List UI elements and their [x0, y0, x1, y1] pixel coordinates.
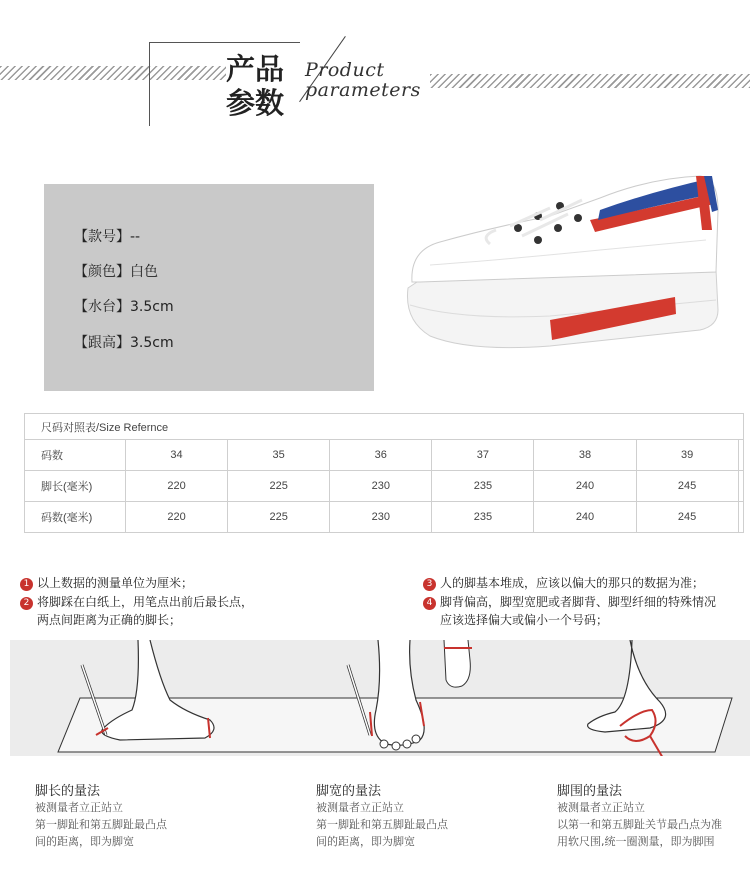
- note-text: 脚背偏高，脚型宽肥或者脚背、脚型纤细的特殊情况: [440, 595, 717, 609]
- table-cell: 39: [636, 440, 738, 471]
- foot-measurement-illustration: [10, 640, 750, 756]
- header-title-en-line2: parameters: [305, 79, 421, 101]
- table-cell: 35: [228, 440, 330, 471]
- table-row: [25, 502, 744, 533]
- note-2: [20, 593, 253, 611]
- caption-length-line: 第一脚趾和第五脚趾最凸点: [35, 818, 167, 831]
- caption-width-title: 脚宽的量法: [316, 784, 382, 799]
- note-4-cont: 应该选择偏大或偏小一个号码；: [440, 613, 609, 627]
- caption-length-line: 间的距离，即为脚宽: [35, 835, 134, 848]
- table-cell: 245: [636, 502, 738, 533]
- shoe-product-image: [400, 170, 730, 360]
- table-cell: [738, 471, 743, 502]
- row-label: 码数: [25, 440, 126, 471]
- table-cell: [738, 502, 743, 533]
- table-cell: 37: [432, 440, 534, 471]
- caption-width-line: 间的距离，即为脚宽: [316, 835, 415, 848]
- table-cell: 230: [330, 502, 432, 533]
- table-cell: 34: [126, 440, 228, 471]
- param-value: 3.5cm: [130, 335, 174, 351]
- product-params-panel: [44, 184, 374, 391]
- param-label: 【款号】: [74, 229, 130, 245]
- table-cell: 225: [228, 471, 330, 502]
- header-title-cn-line1: 产品: [226, 52, 285, 86]
- table-cell: 230: [330, 471, 432, 502]
- number-badge: 1: [20, 578, 33, 591]
- number-badge: 4: [423, 597, 436, 610]
- table-row: [25, 440, 744, 471]
- param-label: 【颜色】: [74, 264, 130, 280]
- table-cell: 235: [432, 502, 534, 533]
- size-table-title: 尺码对照表/Size Refernce: [25, 414, 744, 440]
- note-text: 人的脚基本堆成，应该以偏大的那只的数据为准；: [440, 576, 705, 590]
- caption-width-line: 第一脚趾和第五脚趾最凸点: [316, 818, 448, 831]
- param-label: 【跟高】: [74, 335, 130, 351]
- param-value: --: [130, 229, 141, 245]
- table-cell: 38: [534, 440, 636, 471]
- param-row-color: [74, 261, 158, 281]
- header-hatch-right: [430, 74, 750, 88]
- note-text: 以上数据的测量单位为厘米；: [37, 576, 194, 590]
- header-title-en-line1: Product: [305, 59, 385, 81]
- number-badge: 3: [423, 578, 436, 591]
- table-cell: 36: [330, 440, 432, 471]
- header-title-cn: [226, 52, 284, 120]
- table-cell: [738, 440, 743, 471]
- caption-length-line: 被测量者立正站立: [35, 801, 123, 814]
- table-row: [25, 471, 744, 502]
- table-cell: 235: [432, 471, 534, 502]
- caption-length-title: 脚长的量法: [35, 784, 101, 799]
- param-row-platform: [74, 296, 174, 316]
- caption-girth-line: 用软尺围,统一圈测量，即为脚围: [557, 835, 715, 848]
- param-value: 3.5cm: [130, 299, 174, 315]
- row-label: 码数(毫米): [25, 502, 126, 533]
- caption-girth-line: 以第一和第五脚趾关节最凸点为准: [557, 818, 722, 831]
- caption-girth-line: 被测量者立正站立: [557, 801, 645, 814]
- param-row-style: [74, 226, 140, 246]
- param-row-heel: [74, 332, 174, 352]
- note-2-cont: 两点间距离为正确的脚长；: [37, 613, 182, 627]
- header-title-en: [305, 60, 421, 100]
- caption-girth-title: 脚围的量法: [557, 784, 623, 799]
- note-3: [423, 574, 704, 592]
- row-label: 脚长(毫米): [25, 471, 126, 502]
- header-title-cn-line2: 参数: [226, 86, 285, 120]
- table-cell: 225: [228, 502, 330, 533]
- size-table-title-row: [25, 414, 744, 440]
- number-badge: 2: [20, 597, 33, 610]
- caption-width-line: 被测量者立正站立: [316, 801, 404, 814]
- table-cell: 240: [534, 471, 636, 502]
- table-cell: 240: [534, 502, 636, 533]
- param-value: 白色: [130, 264, 158, 280]
- size-reference-table: [24, 413, 744, 533]
- table-cell: 245: [636, 471, 738, 502]
- note-4: [423, 593, 716, 611]
- param-label: 【水台】: [74, 299, 130, 315]
- note-text: 将脚踩在白纸上，用笔点出前后最长点，: [37, 595, 254, 609]
- table-cell: 220: [126, 502, 228, 533]
- table-cell: 220: [126, 471, 228, 502]
- note-1: [20, 574, 193, 592]
